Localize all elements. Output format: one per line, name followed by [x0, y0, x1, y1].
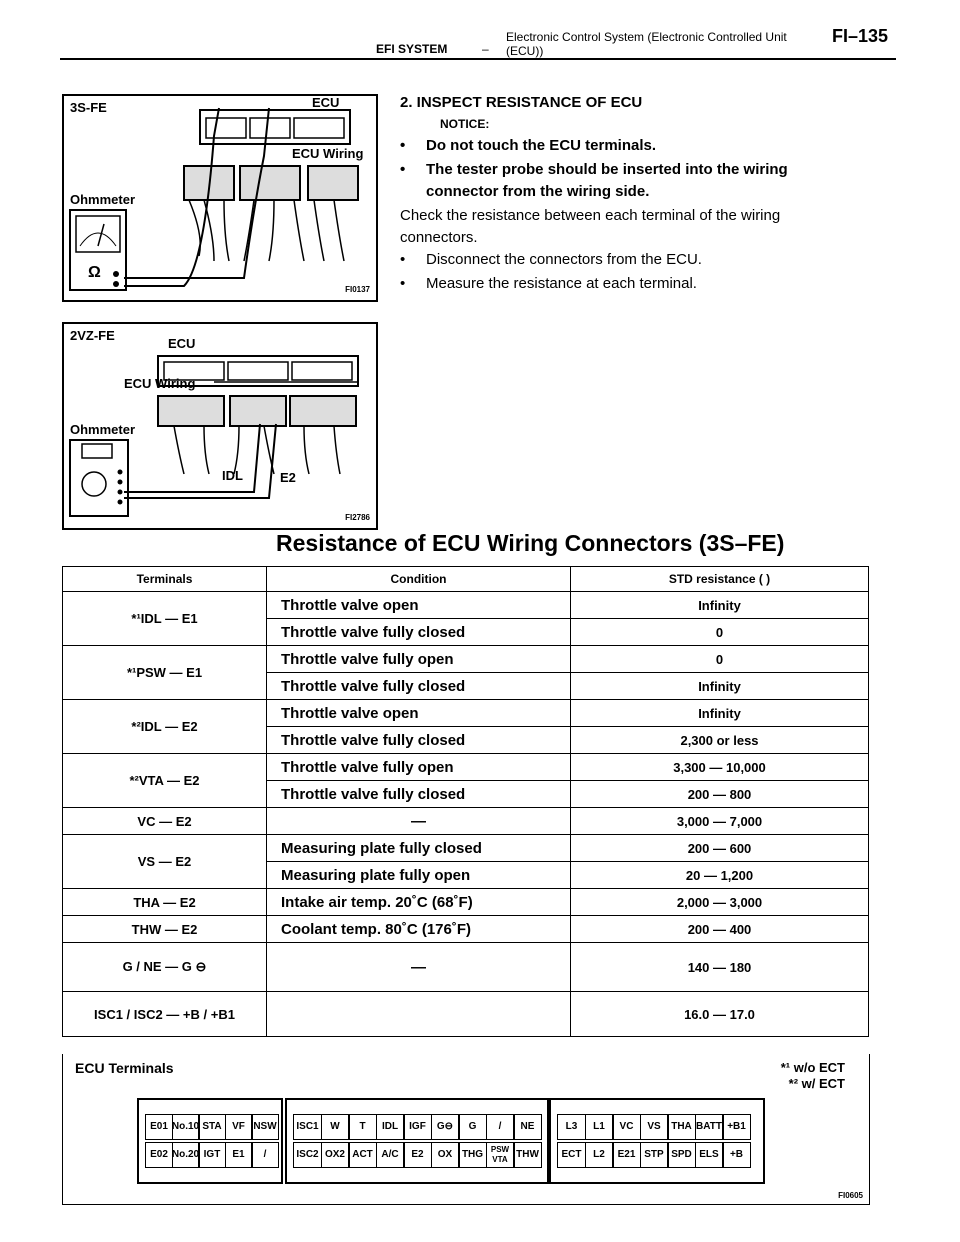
notice-label: NOTICE: [440, 117, 490, 131]
terminal-pin: SPD [667, 1142, 696, 1168]
resistance-cell: 140 — 180 [571, 943, 869, 992]
terminal-cell: *²VTA — E2 [63, 754, 267, 808]
resistance-cell: 0 [571, 646, 869, 673]
terminal-pin: PSW VTA [486, 1142, 515, 1168]
instruction-paragraph: Check the resistance between each terminal of the wiring connectors. [400, 207, 781, 246]
table-row [63, 646, 869, 673]
connector-c-top-row [557, 1114, 750, 1140]
terminal-pin: ISC2 [293, 1142, 322, 1168]
figure-2vz-fe [62, 322, 378, 530]
ecu-connector-c [549, 1098, 765, 1184]
terminal-pin: ACT [348, 1142, 377, 1168]
bullet-icon: • [400, 251, 406, 268]
table-row [63, 754, 869, 781]
figure-2vz-fe-wiring-label: ECU Wiring [124, 376, 196, 391]
column-header: Condition [267, 567, 571, 592]
terminal-pin: No.20 [172, 1142, 200, 1168]
instruction-block [400, 94, 860, 297]
terminal-pin: W [321, 1114, 350, 1140]
figure-2vz-fe-code: FI2786 [345, 513, 370, 522]
condition-cell: Throttle valve fully open [267, 754, 571, 781]
condition-cell: Intake air temp. 20˚C (68˚F) [267, 889, 571, 916]
condition-cell: Throttle valve fully closed [267, 673, 571, 700]
condition-cell: Throttle valve fully closed [267, 781, 571, 808]
terminal-pin: ELS [695, 1142, 724, 1168]
bullet-icon: • [400, 275, 406, 292]
terminal-pin: E02 [145, 1142, 173, 1168]
figure-3s-fe-ohmmeter-label: Ohmmeter [70, 192, 136, 207]
terminal-pin: E2 [403, 1142, 432, 1168]
resistance-cell: 200 — 600 [571, 835, 869, 862]
resistance-cell: 2,300 or less [571, 727, 869, 754]
condition-cell: Throttle valve fully closed [267, 727, 571, 754]
table-row [63, 700, 869, 727]
step-heading: 2. INSPECT RESISTANCE OF ECU [400, 94, 643, 111]
connector-c-bottom-row [557, 1142, 750, 1168]
connector-a-top-row [145, 1114, 278, 1140]
terminal-pin: STA [198, 1114, 226, 1140]
terminal-pin: E1 [225, 1142, 253, 1168]
terminal-pin: / [486, 1114, 515, 1140]
figure-3s-fe [62, 94, 378, 302]
condition-cell: Throttle valve fully open [267, 646, 571, 673]
terminal-pin: +B1 [722, 1114, 751, 1140]
terminal-pin: G [458, 1114, 487, 1140]
terminal-pin: VS [640, 1114, 669, 1140]
instruction-bullet-text: Measure the resistance at each terminal. [426, 275, 697, 292]
terminal-pin: / [251, 1142, 279, 1168]
condition-cell: Measuring plate fully open [267, 862, 571, 889]
terminal-pin: A/C [376, 1142, 405, 1168]
ohm-icon: Ω [88, 264, 101, 281]
terminal-cell: *²IDL — E2 [63, 700, 267, 754]
terminal-cell: ISC1 / ISC2 — +B / +B1 [63, 992, 267, 1037]
condition-cell: Coolant temp. 80˚C (176˚F) [267, 916, 571, 943]
ecu-connector-b [285, 1098, 549, 1184]
resistance-cell: 16.0 — 17.0 [571, 992, 869, 1037]
bullet-icon: • [400, 161, 406, 178]
terminal-pin: L1 [585, 1114, 614, 1140]
terminal-pin: +B [722, 1142, 751, 1168]
terminal-pin: E21 [612, 1142, 641, 1168]
terminal-pin: THW [513, 1142, 542, 1168]
condition-cell: — [267, 808, 571, 835]
table-row [63, 592, 869, 619]
terminal-pin: THG [458, 1142, 487, 1168]
terminal-pin: STP [640, 1142, 669, 1168]
terminal-cell: THW — E2 [63, 916, 267, 943]
ecu-terminals-panel [62, 1054, 870, 1205]
header-section: EFI SYSTEM [376, 42, 448, 56]
ecu-note-wo-ect: *¹ w/o ECT [780, 1060, 845, 1075]
condition-cell: Measuring plate fully closed [267, 835, 571, 862]
terminal-pin: OX [431, 1142, 460, 1168]
resistance-table [62, 566, 869, 1037]
terminal-pin: IGT [198, 1142, 226, 1168]
condition-cell: Throttle valve open [267, 592, 571, 619]
table-header-row [63, 567, 869, 592]
figure-2vz-fe-idl-label: IDL [222, 468, 243, 483]
terminal-cell: VS — E2 [63, 835, 267, 889]
resistance-cell: 200 — 800 [571, 781, 869, 808]
notice-bullet-text: Do not touch the ECU terminals. [426, 137, 657, 154]
terminal-cell: *¹PSW — E1 [63, 646, 267, 700]
table-row [63, 916, 869, 943]
figure-3s-fe-ecu-label: ECU [312, 95, 340, 110]
table-row [63, 835, 869, 862]
condition-cell: — [267, 943, 571, 992]
table-row [63, 943, 869, 992]
table-row [63, 992, 869, 1037]
ecu-note-w-ect: *² w/ ECT [788, 1076, 845, 1091]
figure-2vz-fe-ohmmeter-label: Ohmmeter [70, 422, 136, 437]
figure-3s-fe-wiring-label: ECU Wiring [292, 146, 364, 161]
instruction-bullet [400, 273, 860, 295]
terminal-pin: NSW [251, 1114, 279, 1140]
ecu-terminals-title: ECU Terminals [75, 1060, 174, 1076]
resistance-cell: 3,000 — 7,000 [571, 808, 869, 835]
figure-2vz-fe-ecu-label: ECU [168, 336, 196, 351]
resistance-cell: Infinity [571, 592, 869, 619]
terminal-pin: NE [513, 1114, 542, 1140]
resistance-cell: Infinity [571, 700, 869, 727]
header-rule [60, 58, 896, 60]
terminal-pin: No.10 [172, 1114, 200, 1140]
terminal-pin: ISC1 [293, 1114, 322, 1140]
condition-cell: Throttle valve open [267, 700, 571, 727]
terminal-cell: G / NE — G ⊖ [63, 943, 267, 992]
bullet-icon: • [400, 137, 406, 154]
figure-3s-fe-model: 3S-FE [70, 100, 107, 115]
table-row [63, 808, 869, 835]
connector-a-bottom-row [145, 1142, 278, 1168]
resistance-cell: 200 — 400 [571, 916, 869, 943]
page-number: FI–135 [832, 26, 889, 46]
table-row [63, 889, 869, 916]
terminal-pin: VF [225, 1114, 253, 1140]
notice-bullet-text: The tester probe should be inserted into the wiring connector from the wiring side. [426, 161, 788, 200]
terminal-pin: THA [667, 1114, 696, 1140]
column-header: Terminals [63, 567, 267, 592]
terminal-pin: L2 [585, 1142, 614, 1168]
ecu-connector-a [137, 1098, 283, 1184]
column-header: STD resistance ( ) [571, 567, 869, 592]
terminal-pin: BATT [695, 1114, 724, 1140]
condition-cell: Throttle valve fully closed [267, 619, 571, 646]
resistance-cell: 20 — 1,200 [571, 862, 869, 889]
terminal-pin: G⊖ [431, 1114, 460, 1140]
notice-bullet [400, 159, 860, 203]
terminal-pin: IGF [403, 1114, 432, 1140]
resistance-cell: Infinity [571, 673, 869, 700]
terminal-pin: OX2 [321, 1142, 350, 1168]
figure-2vz-fe-e2-label: E2 [280, 470, 296, 485]
resistance-cell: 3,300 — 10,000 [571, 754, 869, 781]
terminal-cell: THA — E2 [63, 889, 267, 916]
header-title: Electronic Control System (Electronic Controlled Unit (ECU)) [506, 30, 787, 58]
terminal-pin: IDL [376, 1114, 405, 1140]
header-dash: – [482, 42, 489, 56]
resistance-cell: 0 [571, 619, 869, 646]
notice-bullet [400, 135, 860, 157]
terminal-pin: L3 [557, 1114, 586, 1140]
terminal-pin: VC [612, 1114, 641, 1140]
terminal-pin: ECT [557, 1142, 586, 1168]
terminal-pin: E01 [145, 1114, 173, 1140]
figure-3s-fe-code: FI0137 [345, 285, 370, 294]
connector-b-bottom-row [293, 1142, 541, 1168]
instruction-bullet-text: Disconnect the connectors from the ECU. [426, 251, 702, 268]
terminal-cell: *¹IDL — E1 [63, 592, 267, 646]
terminal-pin: T [348, 1114, 377, 1140]
terminal-cell: VC — E2 [63, 808, 267, 835]
figure-2vz-fe-model: 2VZ-FE [70, 328, 115, 343]
table-title: Resistance of ECU Wiring Connectors (3S–FE) [276, 530, 785, 556]
condition-cell [267, 992, 571, 1037]
connector-b-top-row [293, 1114, 541, 1140]
resistance-cell: 2,000 — 3,000 [571, 889, 869, 916]
ecu-terminals-code: FI0605 [838, 1191, 863, 1200]
instruction-bullet [400, 249, 860, 271]
